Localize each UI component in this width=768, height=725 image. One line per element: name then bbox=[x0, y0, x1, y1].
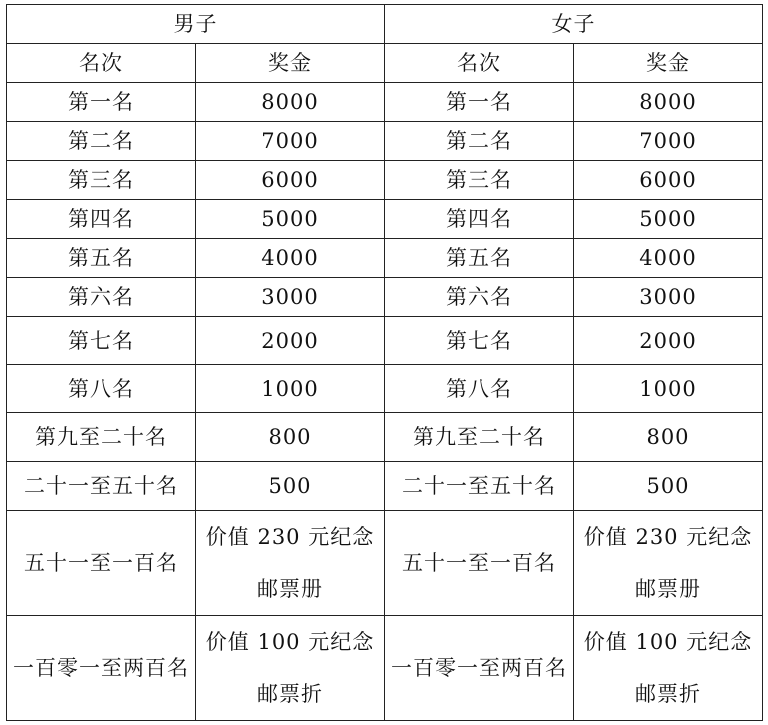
table-row bbox=[7, 161, 763, 200]
prize-cell: 7000 bbox=[196, 122, 385, 161]
rank-cell: 第九至二十名 bbox=[385, 413, 574, 462]
group-header-women: 女子 bbox=[385, 5, 763, 44]
table-row bbox=[7, 413, 763, 462]
prize-cell: 3000 bbox=[574, 278, 763, 317]
rank-cell: 第二名 bbox=[7, 122, 196, 161]
prize-cell: 1000 bbox=[574, 365, 763, 413]
column-header-row bbox=[7, 44, 763, 83]
rank-cell: 第五名 bbox=[7, 239, 196, 278]
prize-cell: 2000 bbox=[574, 317, 763, 365]
rank-cell: 一百零一至两百名 bbox=[385, 616, 574, 721]
table-row bbox=[7, 317, 763, 365]
prize-cell: 6000 bbox=[574, 161, 763, 200]
prize-cell: 4000 bbox=[196, 239, 385, 278]
rank-cell: 第一名 bbox=[7, 83, 196, 122]
rank-cell: 二十一至五十名 bbox=[7, 462, 196, 511]
column-header-prize: 奖金 bbox=[574, 44, 763, 83]
table-row bbox=[7, 616, 763, 721]
rank-cell: 第七名 bbox=[385, 317, 574, 365]
prize-cell: 价值 100 元纪念邮票折 bbox=[574, 616, 763, 721]
prize-cell: 800 bbox=[574, 413, 763, 462]
rank-cell: 第六名 bbox=[385, 278, 574, 317]
prize-table bbox=[6, 4, 763, 721]
rank-cell: 第四名 bbox=[7, 200, 196, 239]
group-header-men: 男子 bbox=[7, 5, 385, 44]
table-row bbox=[7, 462, 763, 511]
prize-cell: 8000 bbox=[574, 83, 763, 122]
table-row bbox=[7, 365, 763, 413]
rank-cell: 第七名 bbox=[7, 317, 196, 365]
prize-cell: 8000 bbox=[196, 83, 385, 122]
rank-cell: 五十一至一百名 bbox=[7, 511, 196, 616]
prize-cell: 2000 bbox=[196, 317, 385, 365]
prize-cell: 4000 bbox=[574, 239, 763, 278]
table-row bbox=[7, 278, 763, 317]
table-row bbox=[7, 83, 763, 122]
table-row bbox=[7, 511, 763, 616]
column-header-prize: 奖金 bbox=[196, 44, 385, 83]
prize-table-container bbox=[6, 4, 762, 721]
group-header-row bbox=[7, 5, 763, 44]
prize-cell: 6000 bbox=[196, 161, 385, 200]
rank-cell: 五十一至一百名 bbox=[385, 511, 574, 616]
rank-cell: 第五名 bbox=[385, 239, 574, 278]
prize-cell: 500 bbox=[574, 462, 763, 511]
rank-cell: 第二名 bbox=[385, 122, 574, 161]
prize-cell: 价值 230 元纪念邮票册 bbox=[574, 511, 763, 616]
rank-cell: 第一名 bbox=[385, 83, 574, 122]
rank-cell: 第六名 bbox=[7, 278, 196, 317]
column-header-rank: 名次 bbox=[385, 44, 574, 83]
rank-cell: 一百零一至两百名 bbox=[7, 616, 196, 721]
rank-cell: 第八名 bbox=[385, 365, 574, 413]
rank-cell: 第八名 bbox=[7, 365, 196, 413]
column-header-rank: 名次 bbox=[7, 44, 196, 83]
prize-cell: 价值 100 元纪念邮票折 bbox=[196, 616, 385, 721]
table-row bbox=[7, 239, 763, 278]
table-row bbox=[7, 122, 763, 161]
prize-cell: 5000 bbox=[574, 200, 763, 239]
prize-cell: 价值 230 元纪念邮票册 bbox=[196, 511, 385, 616]
prize-cell: 3000 bbox=[196, 278, 385, 317]
rank-cell: 第四名 bbox=[385, 200, 574, 239]
table-row bbox=[7, 200, 763, 239]
rank-cell: 二十一至五十名 bbox=[385, 462, 574, 511]
prize-cell: 7000 bbox=[574, 122, 763, 161]
prize-cell: 5000 bbox=[196, 200, 385, 239]
rank-cell: 第三名 bbox=[7, 161, 196, 200]
prize-cell: 1000 bbox=[196, 365, 385, 413]
prize-cell: 800 bbox=[196, 413, 385, 462]
prize-cell: 500 bbox=[196, 462, 385, 511]
rank-cell: 第九至二十名 bbox=[7, 413, 196, 462]
rank-cell: 第三名 bbox=[385, 161, 574, 200]
